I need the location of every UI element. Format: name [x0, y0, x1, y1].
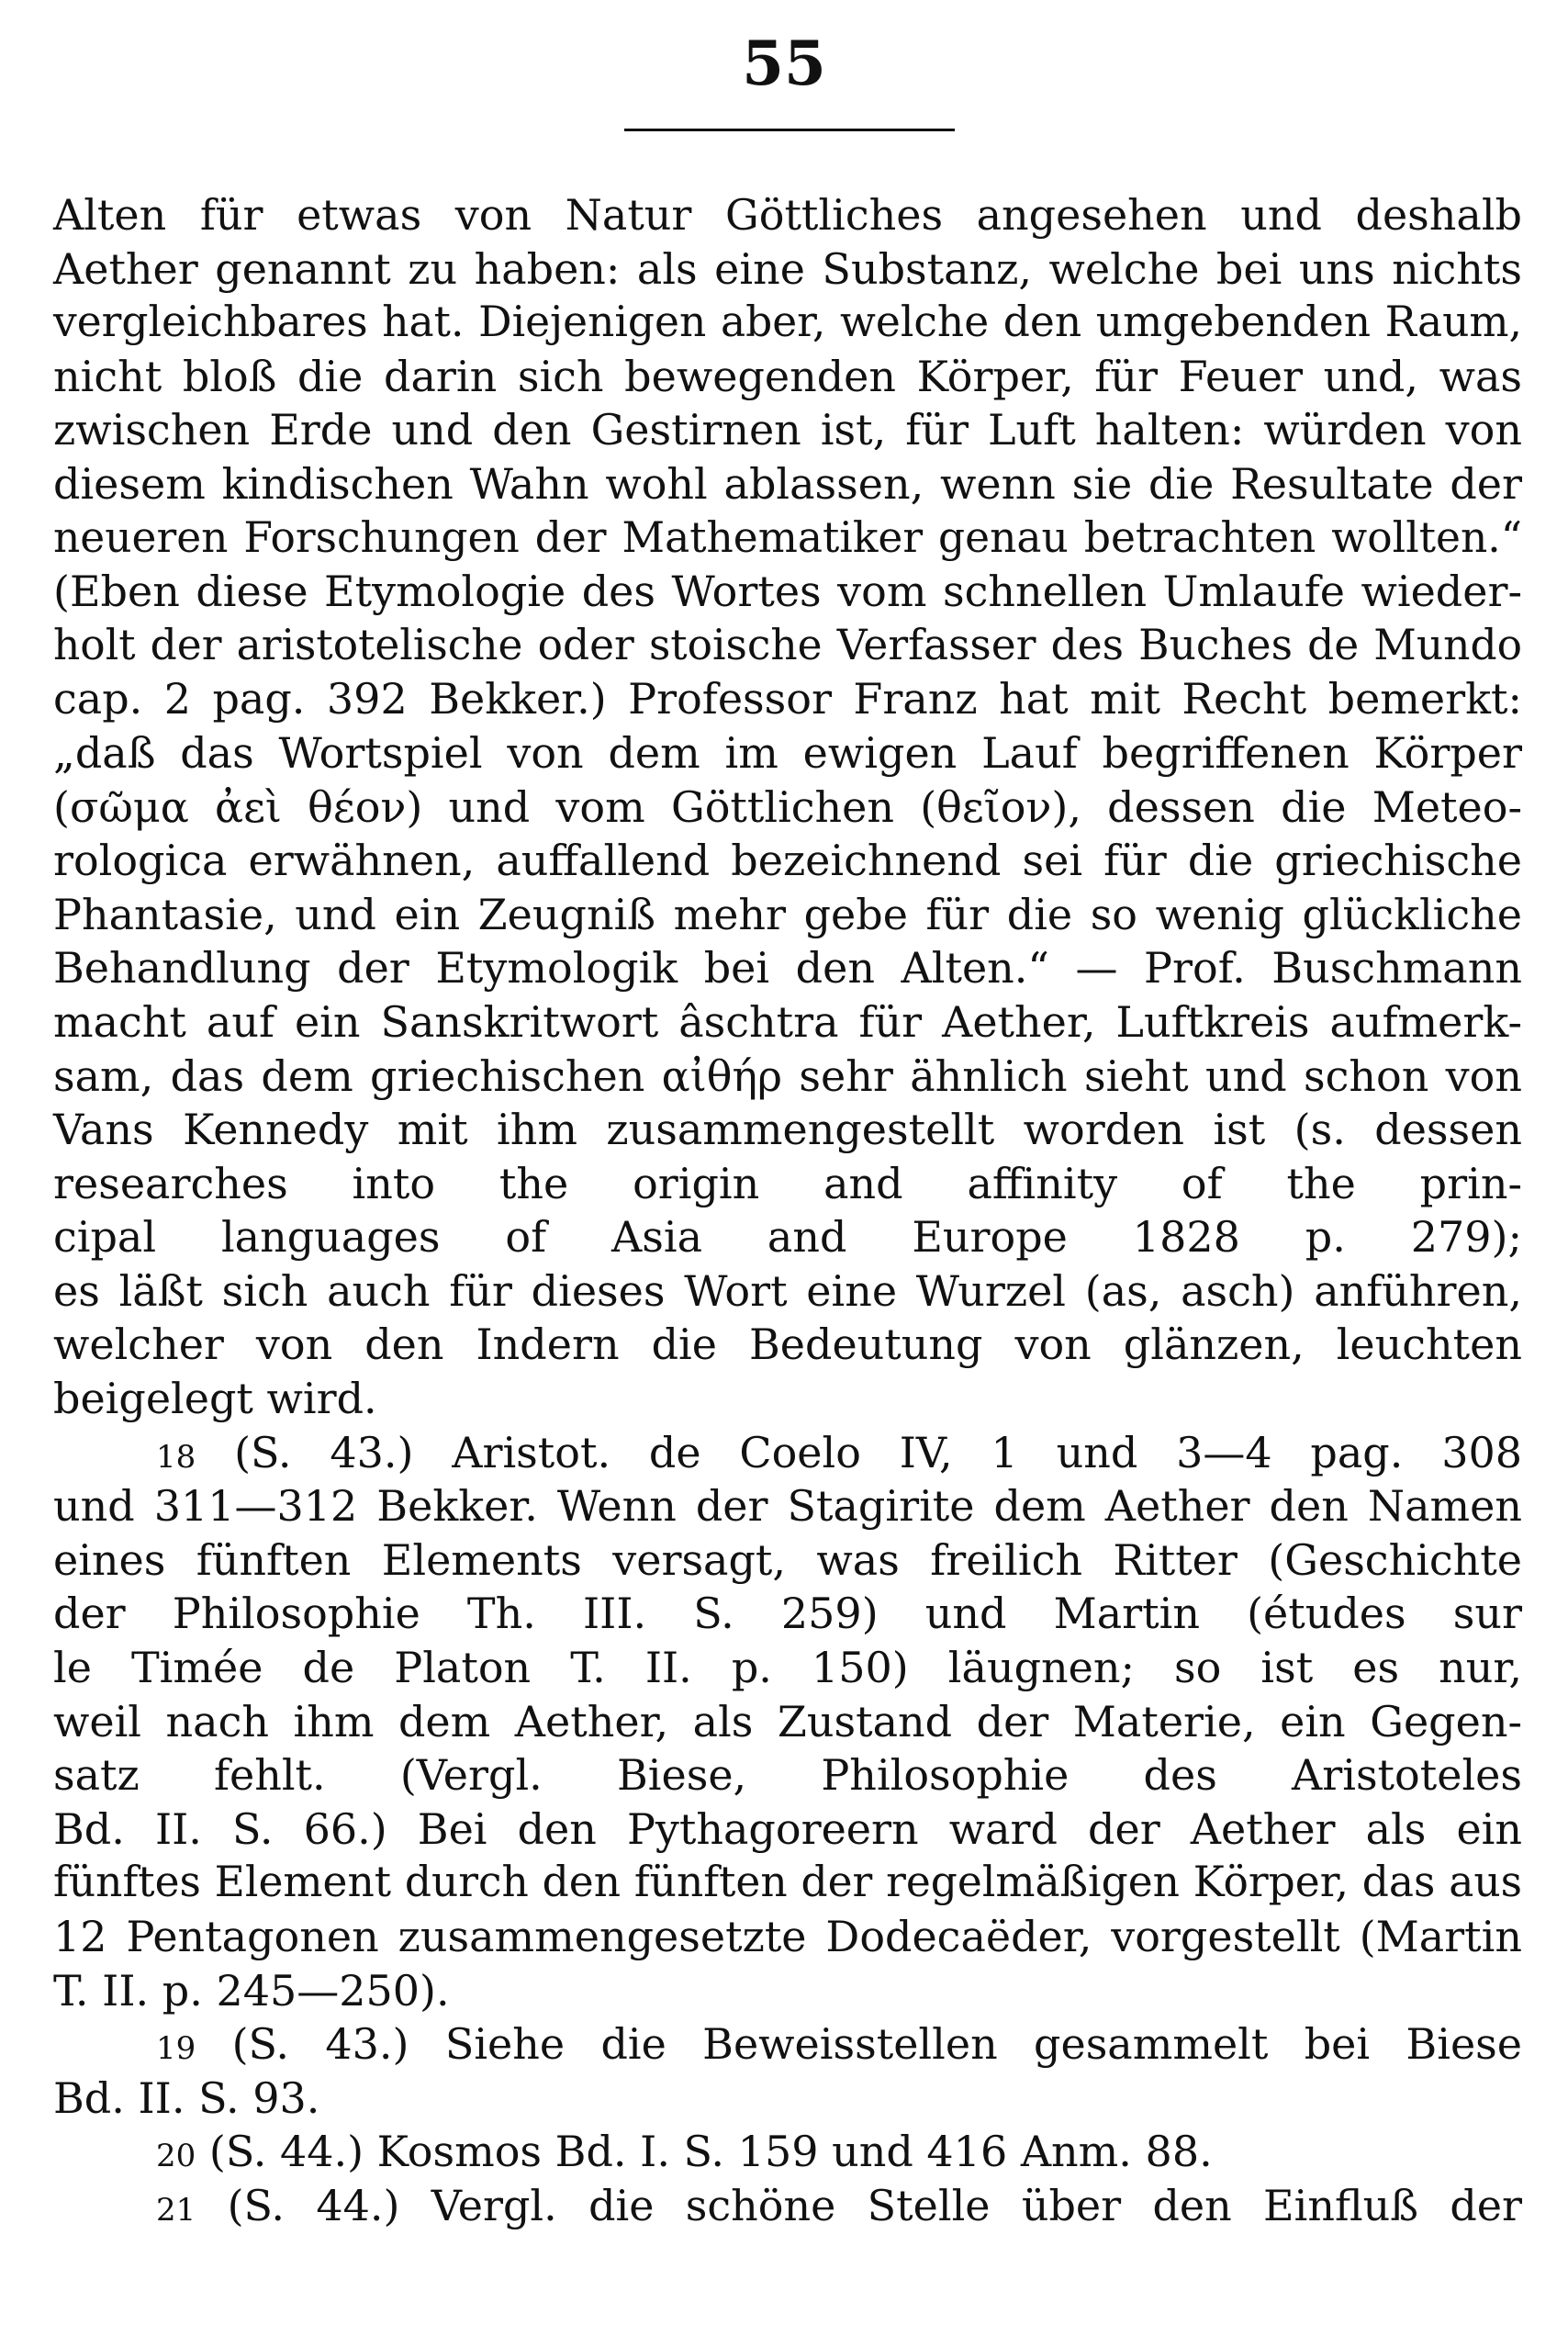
line-text: Vans Kennedy mit ihm zusammengestellt worden ist (s. dessen — [53, 1105, 1522, 1155]
text-line — [53, 1587, 1522, 1641]
text-line — [53, 619, 1522, 673]
line-text: sam, das dem griechischen αἰθήρ sehr ähnlich sieht und schon von — [53, 1050, 1522, 1101]
text-line — [53, 1157, 1522, 1211]
line-text: zwischen Erde und den Gestirnen ist, für Luft halten: würden von — [53, 405, 1522, 455]
line-text: und 311—312 Bekker. Wenn der Stagirite dem Aether den Namen — [53, 1481, 1522, 1532]
line-text: fünftes Element durch den fünften der regelmäßigen Körper, das aus — [53, 1858, 1522, 1907]
line-text: diesem kindischen Wahn wohl ablassen, wenn sie die Resultate der — [53, 458, 1522, 509]
text-line — [53, 242, 1522, 297]
text-line — [53, 403, 1522, 457]
line-text: researches into the origin and affinity of the prin- — [53, 1158, 1522, 1208]
line-text: 12 Pentagonen zusammengesetzte Dodecaëder, vorgestellt (Martin — [53, 1912, 1522, 1961]
line-text: (σῶμα ἀεὶ θέον) und vom Göttlichen (θεῖον), dessen die Meteo- — [53, 781, 1522, 832]
text-line — [53, 350, 1522, 404]
page-number: 55 — [742, 28, 826, 99]
footnote-start-line — [53, 2017, 1522, 2072]
line-text: macht auf ein Sanskritwort âschtra für Aether, Luftkreis aufmerk- — [53, 996, 1522, 1047]
text-line — [53, 1533, 1522, 1588]
line-text: Bd. II. S. 93. — [53, 2072, 320, 2123]
text-line — [53, 1964, 1522, 2018]
text-line — [53, 1103, 1522, 1157]
footnote-start-line — [53, 2125, 1522, 2179]
line-text: es läßt sich auch für dieses Wort eine Wurzel (as, asch) anführen, — [53, 1265, 1522, 1316]
line-text: vergleichbares hat. Diejenigen aber, welche den umgebenden Raum, — [53, 298, 1522, 347]
text-line — [53, 1641, 1522, 1695]
text-line — [53, 780, 1522, 835]
text-line — [53, 2072, 1522, 2126]
text-line — [53, 1264, 1522, 1319]
text-line — [53, 457, 1522, 511]
line-text: cap. 2 pag. 392 Bekker.) Professor Franz hat mit Recht bemerkt: — [53, 674, 1522, 724]
line-text: welcher von den Indern die Bedeutung von glänzen, leuchten — [53, 1319, 1522, 1370]
footnote-number: 18 — [156, 1438, 196, 1476]
page-body — [53, 188, 1522, 2233]
line-text: T. II. p. 245—250). — [53, 1965, 450, 2016]
footnote-number: 19 — [156, 2030, 196, 2068]
line-text: beigelegt wird. — [53, 1374, 377, 1424]
line-text: Behandlung der Etymologik bei den Alten.“ — Prof. Buschmann — [53, 943, 1522, 994]
line-text: nicht bloß die darin sich bewegenden Körper, für Feuer und, was — [53, 351, 1522, 401]
text-line — [53, 834, 1522, 888]
line-text: Bd. II. S. 66.) Bei den Pythagoreern ward der Aether als ein — [53, 1803, 1522, 1854]
footnote-start-line — [53, 1426, 1522, 1480]
text-line — [53, 1372, 1522, 1426]
text-line — [53, 565, 1522, 619]
text-line — [53, 1479, 1522, 1533]
footnote-number: 20 — [156, 2138, 196, 2175]
text-line — [53, 1856, 1522, 1910]
text-line — [53, 941, 1522, 995]
text-line — [53, 1748, 1522, 1802]
text-line — [53, 888, 1522, 942]
text-line — [53, 672, 1522, 726]
line-text: le Timée de Platon T. II. p. 150) läugnen; so ist es nur, — [53, 1643, 1522, 1693]
line-text: (S. 44.) Kosmos Bd. I. S. 159 und 416 Anm. 88. — [196, 2127, 1213, 2177]
line-text: „daß das Wortspiel von dem im ewigen Lauf begriffenen Körper — [53, 727, 1522, 778]
line-text: weil nach ihm dem Aether, als Zustand der Materie, ein Gegen- — [53, 1696, 1522, 1746]
line-text: (S. 43.) Aristot. de Coelo IV, 1 und 3—4 pag. 308 — [196, 1427, 1522, 1477]
line-text: Alten für etwas von Natur Göttliches angesehen und deshalb — [53, 190, 1522, 240]
text-line — [53, 296, 1522, 350]
text-line — [53, 1318, 1522, 1372]
line-text: rologica erwähnen, auffallend bezeichnend sei für die griechische — [53, 836, 1522, 886]
line-text: Phantasie, und ein Zeugniß mehr gebe für die so wenig glückliche — [53, 889, 1522, 939]
line-text: (Eben diese Etymologie des Wortes vom schnellen Umlaufe wieder- — [53, 567, 1522, 617]
text-line — [53, 1695, 1522, 1749]
text-line — [53, 1802, 1522, 1857]
text-line — [53, 188, 1522, 242]
footnote-start-line — [53, 2179, 1522, 2233]
line-text: der Philosophie Th. III. S. 259) und Martin (études sur — [53, 1589, 1522, 1639]
line-text: Aether genannt zu haben: als eine Substanz, welche bei uns nichts — [53, 243, 1522, 294]
text-line — [53, 1050, 1522, 1104]
text-line — [53, 511, 1522, 566]
footnote-number: 21 — [156, 2191, 196, 2229]
line-text: (S. 44.) Vergl. die schöne Stelle über den Einfluß der — [196, 2180, 1522, 2230]
line-text: holt der aristotelische oder stoische Verfasser des Buches de Mundo — [53, 620, 1522, 669]
line-text: eines fünften Elements versagt, was freilich Ritter (Geschichte — [53, 1534, 1522, 1585]
line-text: satz fehlt. (Vergl. Biese, Philosophie des Aristoteles — [53, 1750, 1522, 1801]
text-line — [53, 1910, 1522, 1964]
text-line — [53, 1210, 1522, 1264]
line-text: (S. 43.) Siehe die Beweisstellen gesammelt bei Biese — [196, 2019, 1522, 2070]
text-line — [53, 995, 1522, 1050]
line-text: neueren Forschungen der Mathematiker genau betrachten wollten.“ — [53, 512, 1522, 562]
text-line — [53, 726, 1522, 780]
header-rule — [624, 129, 955, 131]
line-text: cipal languages of Asia and Europe 1828 p. 279); — [53, 1212, 1522, 1263]
